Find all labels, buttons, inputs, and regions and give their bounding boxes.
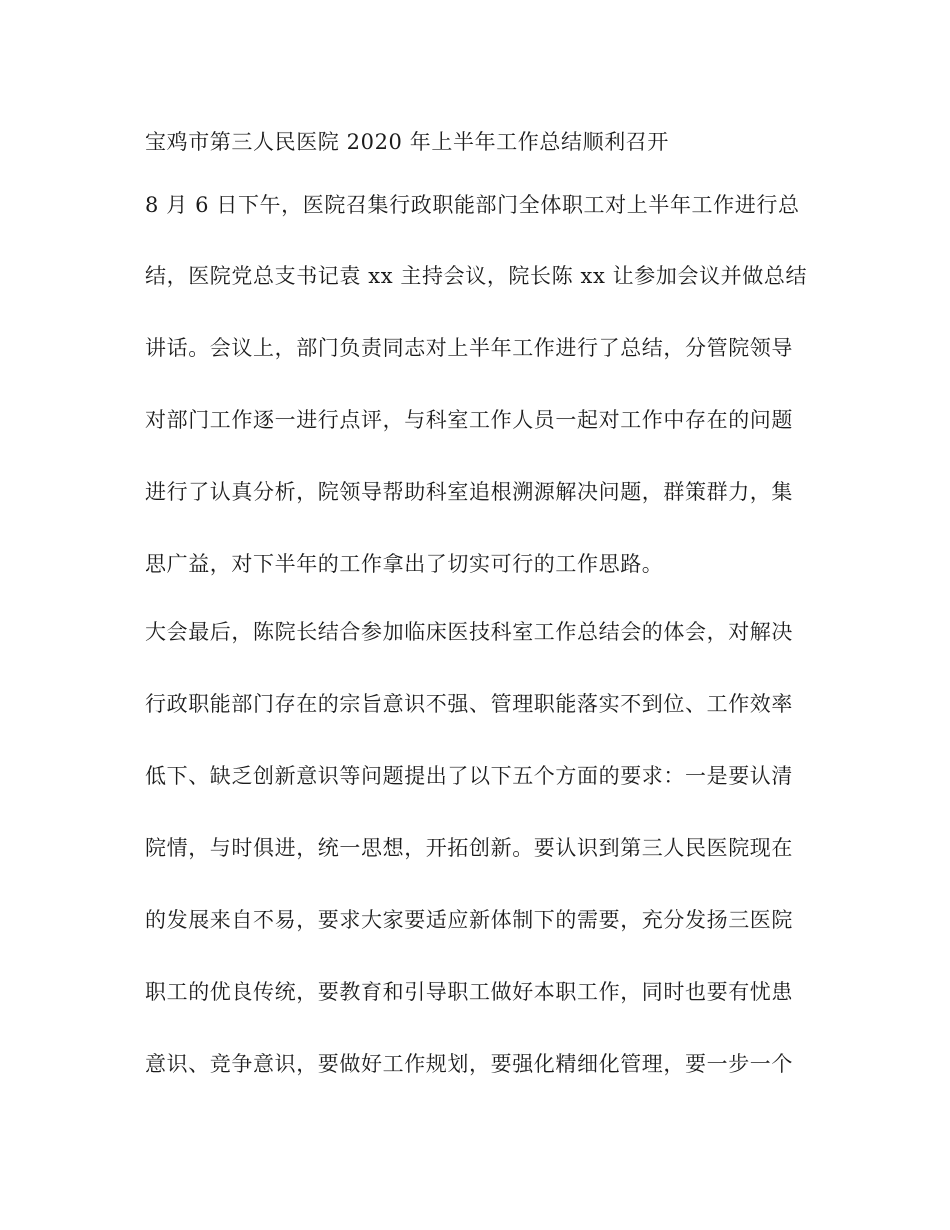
paragraph-2-line-1: 大会最后，陈院长结合参加临床医技科室工作总结会的体会，对解决 [145,620,793,644]
paragraph-2-line-6: 职工的优良传统，要教育和引导职工做好本职工作，同时也要有忧患 [145,980,793,1004]
paragraph-1-line-3: 讲话。会议上，部门负责同志对上半年工作进行了总结，分管院领导 [145,336,793,360]
paragraph-2-line-4: 院情，与时俱进，统一思想，开拓创新。要认识到第三人民医院现在 [145,836,793,860]
paragraph-1-line-4: 对部门工作逐一进行点评，与科室工作人员一起对工作中存在的问题 [145,408,793,432]
paragraph-2-line-3: 低下、缺乏创新意识等问题提出了以下五个方面的要求：一是要认清 [145,764,793,788]
paragraph-2-line-2: 行政职能部门存在的宗旨意识不强、管理职能落实不到位、工作效率 [145,692,793,716]
paragraph-1-line-6: 思广益，对下半年的工作拿出了切实可行的工作思路。 [145,552,664,576]
document-title: 宝鸡市第三人民医院 2020 年上半年工作总结顺利召开 [145,130,669,154]
paragraph-2-line-5: 的发展来自不易，要求大家要适应新体制下的需要，充分发扬三医院 [145,908,793,932]
paragraph-1-line-2: 结，医院党总支书记袁 xx 主持会议，院长陈 xx 让参加会议并做总结 [145,264,808,288]
paragraph-1-line-1: 8 月 6 日下午，医院召集行政职能部门全体职工对上半年工作进行总 [145,193,800,217]
paragraph-2-line-7: 意识、竞争意识，要做好工作规划，要强化精细化管理，要一步一个 [145,1052,793,1076]
paragraph-1-line-5: 进行了认真分析，院领导帮助科室追根溯源解决问题，群策群力，集 [145,480,793,504]
